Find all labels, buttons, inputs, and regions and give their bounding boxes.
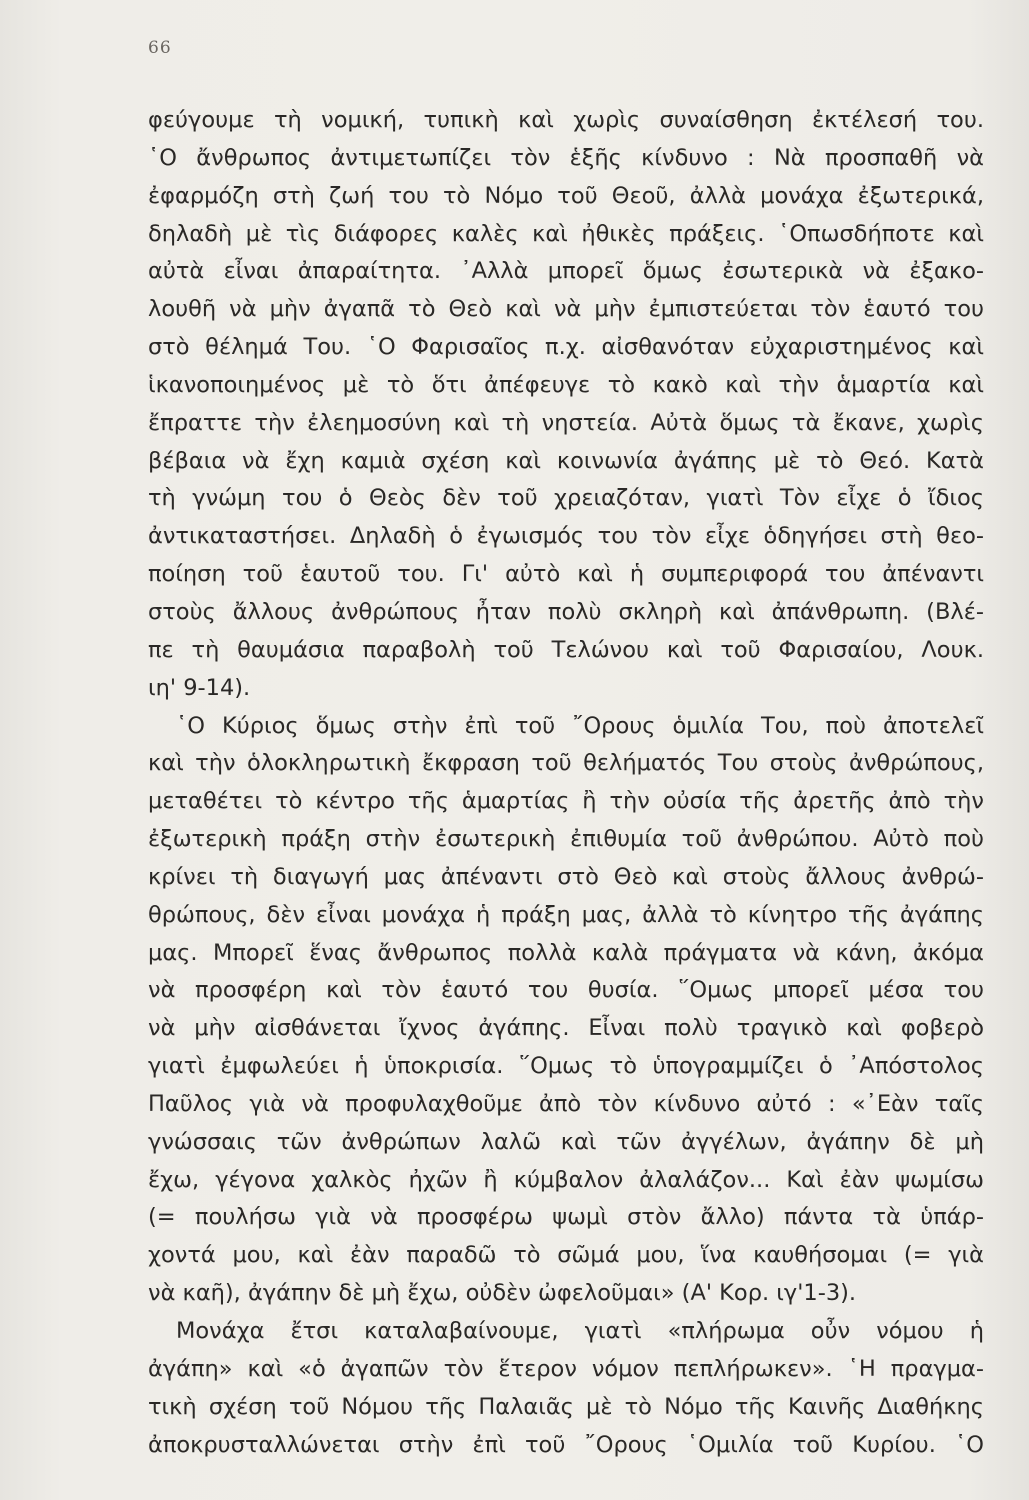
text-line: Παῦλος γιὰ νὰ προφυλαχθοῦμε ἀπὸ τὸν κίνδυνο αὐτό : «᾿Εὰν ταῖς [148, 1090, 984, 1117]
page-number: 66 [148, 38, 172, 58]
text-line: πε τὴ θαυμάσια παραβολὴ τοῦ Τελώνου καὶ τοῦ Φαρισαίου, Λουκ. [148, 636, 984, 663]
text-line: τικὴ σχέση τοῦ Νόμου τῆς Παλαιᾶς μὲ τὸ Νόμο τῆς Καινῆς Διαθήκης [148, 1393, 984, 1420]
text-line: ποίηση τοῦ ἑαυτοῦ του. Γι' αὐτὸ καὶ ἡ συμπεριφορά του ἀπέναντι [148, 561, 984, 588]
body-text [148, 102, 984, 1464]
paragraph-start-line: Μονάχα ἔτσι καταλαβαίνουμε, γιατὶ «πλήρωμα οὖν νόμου ἡ [176, 1318, 984, 1344]
text-line: ἔχω, γέγονα χαλκὸς ἠχῶν ἢ κύμβαλον ἀλαλάζον... Καὶ ἐὰν ψωμίσω [148, 1166, 984, 1193]
text-line: τὴ γνώμη του ὁ Θεὸς δὲν τοῦ χρειαζόταν, γιατὶ Τὸν εἶχε ὁ ἴδιος [148, 485, 984, 512]
text-line: βέβαια νὰ ἔχη καμιὰ σχέση καὶ κοινωνία ἀγάπης μὲ τὸ Θεό. Κατὰ [148, 447, 984, 474]
text-line: στὸ θέλημά Του. ῾Ο Φαρισαῖος π.χ. αἰσθανόταν εὐχαριστημένος καὶ [148, 334, 984, 361]
text-line: κρίνει τὴ διαγωγή μας ἀπέναντι στὸ Θεὸ καὶ στοὺς ἄλλους ἀνθρώ- [148, 863, 984, 890]
text-line: ἀποκρυσταλλώνεται στὴν ἐπὶ τοῦ ῎Ορους ῾Ομιλία τοῦ Κυρίου. ῾Ο [148, 1431, 984, 1458]
text-line: ἀγάπη» καὶ «ὁ ἀγαπῶν τὸν ἕτερον νόμον πεπλήρωκεν». ῾Η πραγμα- [148, 1355, 984, 1382]
text-line: λουθῆ νὰ μὴν ἀγαπᾶ τὸ Θεὸ καὶ νὰ μὴν ἐμπιστεύεται τὸν ἑαυτό του [148, 296, 984, 323]
text-line: αὐτὰ εἶναι ἀπαραίτητα. ᾿Αλλὰ μπορεῖ ὅμως ἐσωτερικὰ νὰ ἐξακο- [148, 258, 984, 285]
text-line: μεταθέτει τὸ κέντρο τῆς ἁμαρτίας ἢ τὴν οὐσία τῆς ἀρετῆς ἀπὸ τὴν [148, 788, 984, 815]
text-line: νὰ καῆ), ἀγάπην δὲ μὴ ἔχω, οὐδὲν ὠφελοῦμαι» (Α' Κορ. ιγ'1-3). [148, 1280, 857, 1307]
paragraph-start-line: ῾Ο Κύριος ὅμως στὴν ἐπὶ τοῦ ῎Ορους ὁμιλία Του, ποὺ ἀποτελεῖ [176, 712, 984, 739]
text-line: (= πουλήσω γιὰ νὰ προσφέρω ψωμὶ στὸν ἄλλο) πάντα τὰ ὑπάρ- [148, 1204, 984, 1231]
text-line: ἀντικαταστήσει. Δηλαδὴ ὁ ἐγωισμός του τὸν εἶχε ὁδηγήσει στὴ θεο- [148, 523, 984, 550]
text-line: ἱκανοποιημένος μὲ τὸ ὅτι ἀπέφευγε τὸ κακὸ καὶ τὴν ἁμαρτία καὶ [148, 371, 984, 398]
text-line: ῾Ο ἄνθρωπος ἀντιμετωπίζει τὸν ἑξῆς κίνδυνο : Νὰ προσπαθῆ νὰ [148, 144, 984, 171]
text-line: ἐξωτερικὴ πράξη στὴν ἐσωτερικὴ ἐπιθυμία τοῦ ἀνθρώπου. Αὐτὸ ποὺ [148, 826, 984, 853]
text-line: γιατὶ ἐμφωλεύει ἡ ὑποκρισία. ῞Ομως τὸ ὑπογραμμίζει ὁ ᾿Απόστολος [148, 1053, 984, 1080]
text-line: στοὺς ἄλλους ἀνθρώπους ἦταν πολὺ σκληρὴ καὶ ἀπάνθρωπη. (Βλέ- [148, 598, 984, 625]
text-line: φεύγουμε τὴ νομική, τυπικὴ καὶ χωρὶς συναίσθηση ἐκτέλεσή του. [148, 107, 984, 133]
text-line: δηλαδὴ μὲ τὶς διάφορες καλὲς καὶ ἠθικὲς πράξεις. ῾Οπωσδήποτε καὶ [148, 220, 984, 247]
text-line: ιη' 9-14). [148, 674, 251, 701]
text-line: χοντά μου, καὶ ἐὰν παραδῶ τὸ σῶμά μου, ἵνα καυθήσομαι (= γιὰ [148, 1242, 984, 1269]
text-line: νὰ μὴν αἰσθάνεται ἴχνος ἀγάπης. Εἶναι πολὺ τραγικὸ καὶ φοβερὸ [148, 1015, 984, 1042]
text-line: ἐφαρμόζη στὴ ζωή του τὸ Νόμο τοῦ Θεοῦ, ἀλλὰ μονάχα ἐξωτερικά, [148, 182, 984, 209]
text-line: θρώπους, δὲν εἶναι μονάχα ἡ πράξη μας, ἀλλὰ τὸ κίνητρο τῆς ἀγάπης [148, 901, 984, 928]
text-line: καὶ τὴν ὁλοκληρωτικὴ ἔκφραση τοῦ θελήματός Του στοὺς ἀνθρώπους, [148, 750, 984, 777]
text-line: μας. Μπορεῖ ἕνας ἄνθρωπος πολλὰ καλὰ πράγματα νὰ κάνη, ἀκόμα [148, 939, 984, 966]
text-line: γνώσσαις τῶν ἀνθρώπων λαλῶ καὶ τῶν ἀγγέλων, ἀγάπην δὲ μὴ [148, 1128, 984, 1155]
text-line: ἔπραττε τὴν ἐλεημοσύνη καὶ τὴ νηστεία. Αὐτὰ ὅμως τὰ ἔκανε, χωρὶς [148, 409, 984, 436]
text-line: νὰ προσφέρη καὶ τὸν ἑαυτό του θυσία. ῞Ομως μπορεῖ μέσα του [148, 977, 984, 1004]
